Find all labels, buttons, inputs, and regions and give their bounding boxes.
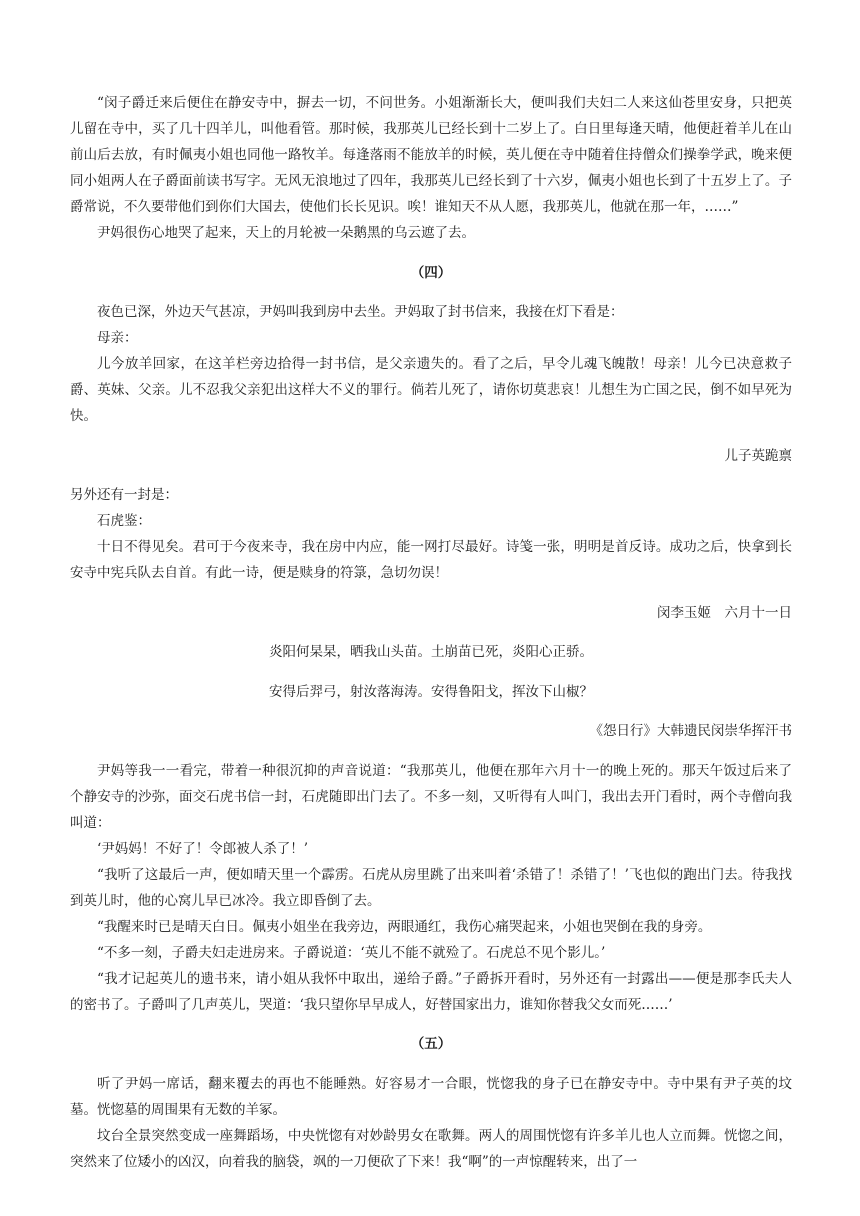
poem-line: 安得后羿弓，射汝落海涛。安得鲁阳戈，挥汝下山椒？	[269, 683, 593, 700]
paragraph: “我听了这最后一声，便如晴天里一个霹雳。石虎从房里跳了出来叫着‘杀错了！杀错了！’飞也似的跑出门去。待我找到英儿时，他的心窝儿早已冰冷。我立即昏倒了去。	[70, 866, 792, 909]
signature-line: 《怨日行》大韩遗民闵崇华挥汗书	[589, 723, 792, 739]
paragraph: 母亲：	[97, 330, 138, 346]
section-heading: （五）	[410, 1036, 452, 1052]
paragraph: “我才记起英儿的遗书来，请小姐从我怀中取出，递给子爵。”子爵拆开看时，另外还有一封露出——便是那李氏夫人的密书了。子爵叫了几声英儿，哭道：‘我只望你早早成人，好替国家出力，谁知你替我父女而死……’	[70, 970, 792, 1013]
paragraph: 十日不得见矣。君可于今夜来寺，我在房中内应，能一网打尽最好。诗笺一张，明明是首反诗。成功之后，快拿到长安寺中宪兵队去自首。有此一诗，便是赎身的符箓，急切勿误！	[70, 539, 792, 581]
paragraph: 坟台全景突然变成一座舞蹈场，中央恍惚有对妙龄男女在歌舞。两人的周围恍惚有许多羊儿也人立而舞。恍惚之间，突然来了位矮小的凶汉，向着我的脑袋，飒的一刀便砍了下来！我“啊”的一声惊醒转来，出了一	[70, 1127, 792, 1170]
paragraph: “我醒来时已是晴天白日。佩夷小姐坐在我旁边，两眼通红，我伤心痛哭起来，小姐也哭倒在我的身旁。	[97, 918, 712, 935]
paragraph: 石虎鉴：	[97, 513, 151, 529]
signature-line: 闵李玉姬 六月十一日	[657, 604, 792, 621]
paragraph: “闵子爵迁来后便住在静安寺中，摒去一切，不问世务。小姐渐渐长大，便叫我们夫妇二人来这仙苍里安身，只把英儿留在寺中，买了几十四羊儿，叫他看管。那时候，我那英儿已经长到十二岁上了。白日里每逢天晴，他便赶着羊儿在山前山后去放，有时佩夷小姐也同他一路牧羊。每逢落雨不能放羊的时候，英儿便在寺中随着住持僧众们操拳学武，晚来便同小姐两人在子爵面前读书写字。无风无浪地过了四年，我那英儿已经长到了十六岁，佩夷小姐也长到了十五岁上了。子爵常说，不久要带他们到你们大国去，使他们长长见识。唉！谁知天不从人愿，我那英儿，他就在那一年，……”	[70, 95, 792, 215]
paragraph: 另外还有一封是：	[70, 487, 178, 503]
paragraph: “不多一刻，子爵夫妇走进房来。子爵说道：‘英儿不能不就殓了。石虎总不见个影儿。’	[97, 944, 606, 961]
paragraph: 夜色已深，外边天气甚凉，尹妈叫我到房中去坐。尹妈取了封书信来，我接在灯下看是：	[97, 304, 624, 320]
document-page	[70, 90, 792, 1175]
section-heading: （四）	[410, 264, 452, 281]
paragraph: 尹妈很伤心地哭了起来，天上的月轮被一朵鹅黑的乌云遮了去。	[97, 225, 475, 241]
poem-line: 炎阳何杲杲，晒我山头苗。土崩苗已死，炎阳心正骄。	[269, 644, 593, 660]
paragraph: 听了尹妈一席话，翻来覆去的再也不能睡熟。好容易才一合眼，恍惚我的身子已在静安寺中。寺中果有尹子英的坟墓。恍惚墓的周围果有无数的羊冢。	[70, 1075, 792, 1118]
signature-line: 儿子英跪禀	[724, 447, 792, 464]
paragraph: ‘尹妈妈！不好了！令郎被人杀了！’	[97, 840, 309, 857]
paragraph: 尹妈等我一一看完，带着一种很沉抑的声音说道：“我那英儿，他便在那年六月十一的晚上死的。那天午饭过后来了个静安寺的沙弥，面交石虎书信一封，石虎随即出门去了。不多一刻，又听得有人叫门，我出去开门看时，两个寺僧向我叫道：	[70, 762, 792, 831]
paragraph: 儿今放羊回家，在这羊栏旁边拾得一封书信，是父亲遗失的。看了之后，早令儿魂飞魄散！母亲！儿今已决意救子爵、英妹、父亲。儿不忍我父亲犯出这样大不义的罪行。倘若儿死了，请你切莫悲哀！儿想生为亡国之民，倒不如早死为快。	[70, 356, 792, 424]
